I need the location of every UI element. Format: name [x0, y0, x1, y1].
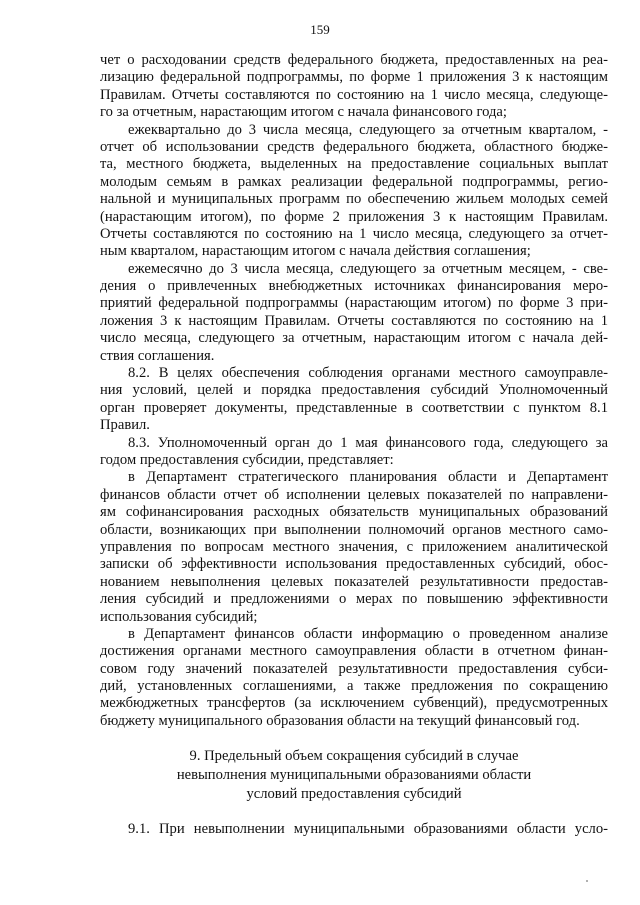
section-heading: [100, 747, 608, 804]
paragraph-line: Правил.: [100, 417, 150, 434]
paragraph-line: го за отчетным, нарастающим итогом с начала финансового года;: [100, 104, 507, 121]
section-heading-line: невыполнения муниципальными образованиями области: [176, 767, 532, 784]
scan-speck: [586, 880, 588, 882]
paragraph: [100, 469, 608, 626]
paragraph-line: в Департамент финансов области информацию о проведенном анализе: [128, 625, 608, 642]
paragraph-line: Отчеты составляются по состоянию на 1 число месяца, следующего за отчет-: [100, 225, 608, 242]
paragraph-line: управления по вопросам местного значения, с приложением аналитической: [100, 538, 608, 555]
paragraph-line: годом предоставления субсидии, представляет:: [100, 451, 394, 468]
paragraph-line: ным кварталом, нарастающим итогом с начала действия соглашения;: [100, 243, 531, 260]
paragraph-line: Правилам. Отчеты составляются по состоянию на 1 число месяца, следующе-: [100, 86, 608, 103]
paragraph-line: совом году значений показателей результативности предоставления субси-: [100, 660, 608, 677]
paragraph-line: дения о привлеченных внебюджетных источниках финансирования меро-: [100, 278, 608, 295]
paragraph-line: ложения 3 к настоящим Правилам. Отчеты составляются по состоянию на 1: [100, 312, 608, 329]
paragraph-line: дий, установленных соглашениями, а также предложения по сокращению: [100, 678, 608, 695]
paragraph-line: ежемесячно до 3 числа месяца, следующего за отчетным месяцем, - све-: [128, 260, 608, 277]
paragraph-line: в Департамент стратегического планирования области и Департамент: [128, 469, 608, 486]
paragraph-line: нованием невыполнения целевых показателей результативности предостав-: [100, 573, 608, 590]
paragraph: [100, 261, 608, 365]
paragraph-line: приятий федеральной подпрограммы (нарастающим итогом) по форме 3 при-: [100, 295, 608, 312]
paragraph-line: бюджету муниципального образования области на текущий финансовый год.: [100, 712, 580, 729]
paragraph-line: ям софинансирования расходных обязательств муниципальных образований: [100, 504, 608, 521]
paragraph: [100, 122, 608, 261]
paragraph-line: достижения органами местного самоуправления области в отчетном финан-: [100, 643, 608, 660]
paragraph-line: нальной и муниципальных программ по обеспечению жильем молодых семей: [100, 191, 608, 208]
paragraph-line: области, возникающих при выполнении полномочий органов местного само-: [100, 521, 608, 538]
section-gap: [100, 730, 608, 747]
paragraph-line: число месяца, следующего за отчетным, нарастающим итогом с начала дей-: [100, 330, 608, 347]
section-gap: [100, 804, 608, 821]
section-heading-line: 9. Предельный объем сокращения субсидий в случае: [189, 748, 519, 765]
paragraph-line: молодым семьям в рамках реализации федеральной подпрограммы, регио-: [100, 173, 608, 190]
paragraph-line: ния условий, целей и порядка предоставления субсидий Уполномоченный: [100, 382, 608, 399]
paragraph-line: записки об эффективности использования предоставленных субсидий, обос-: [100, 556, 608, 573]
paragraph-line: чет о расходовании средств федерального бюджета, предоставленных на реа-: [100, 52, 608, 68]
paragraph-line: отчет об использовании средств федерального бюджета, областного бюдже-: [100, 138, 608, 155]
paragraphs: [100, 52, 608, 730]
paragraph: [100, 52, 608, 122]
paragraph: [100, 626, 608, 730]
paragraph-line: межбюджетных трансфертов (за исключением субвенций), предусмотренных: [100, 695, 608, 712]
paragraph: [100, 365, 608, 435]
paragraph-line: лизацию федеральной подпрограммы, по форме 1 приложения 3 к настоящим: [100, 69, 608, 86]
paragraph-line: 8.2. В целях обеспечения соблюдения органами местного самоуправле-: [128, 365, 608, 382]
paragraph-line: 8.3. Уполномоченный орган до 1 мая финансового года, следующего за: [128, 434, 608, 451]
paragraph-line: ежеквартально до 3 числа месяца, следующего за отчетным кварталом, -: [128, 121, 608, 138]
paragraph: [100, 435, 608, 470]
paragraph-line: финансов области отчет об исполнении целевых показателей по направлени-: [100, 486, 608, 503]
paragraph-line: использования субсидий;: [100, 608, 258, 625]
paragraph-line: орган проверяет документы, представленные в соответствии с пунктом 8.1: [100, 399, 608, 416]
paragraph-line: ствия соглашения.: [100, 347, 215, 364]
paragraph-line: та, местного бюджета, выделенных на предоставление социальных выплат: [100, 156, 608, 173]
section-heading-line: условий предоставления субсидий: [246, 786, 462, 803]
document-body: [100, 52, 608, 839]
paragraph-line: ления субсидий и предложениями о мерах по повышению эффективности: [100, 591, 608, 608]
page-number: 159: [310, 22, 330, 37]
paragraph-line: (нарастающим итогом), по форме 2 приложения 3 к настоящим Правилам.: [100, 208, 608, 225]
paragraph-line: 9.1. При невыполнении муниципальными образованиями области усло-: [128, 821, 608, 838]
